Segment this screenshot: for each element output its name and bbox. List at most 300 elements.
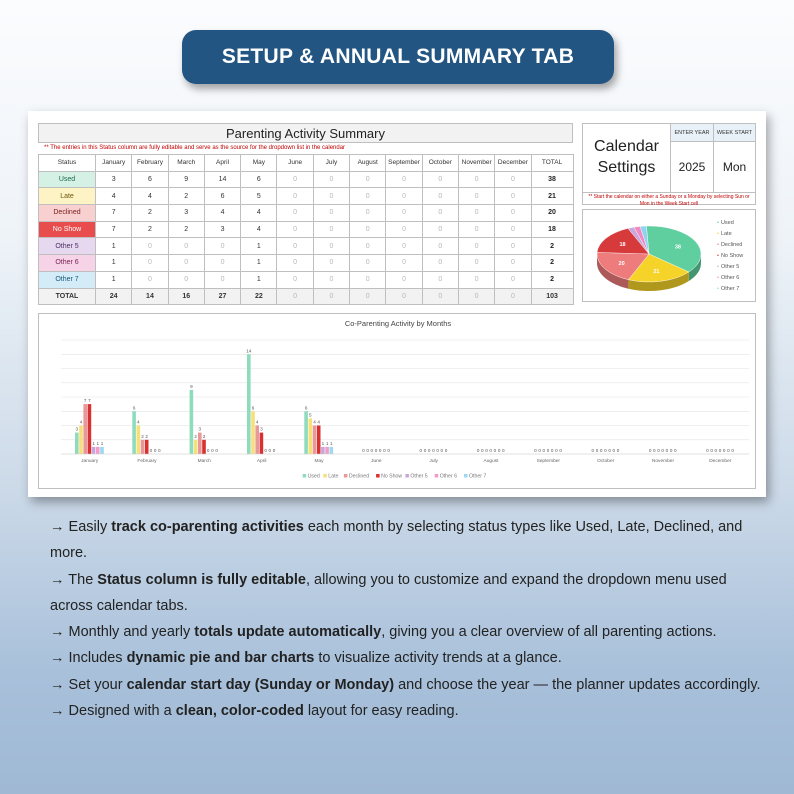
status-label[interactable]: Other 6 [39,255,96,272]
bar-data-label: 0 [419,448,423,453]
bar-data-label: 2 [194,433,197,439]
table-header-december: December [495,155,531,172]
table-cell: 0 [386,271,422,288]
totals-row [39,288,574,305]
table-cell: 4 [241,221,277,238]
bar-data-label: 3 [198,426,202,432]
month-total: 0 [350,288,386,305]
bar-other-6 [325,447,329,454]
bar-used [247,354,251,454]
bar-used [190,390,194,454]
bar-data-label: 0 [722,448,726,453]
bar-data-label: 0 [542,448,546,453]
table-cell: 0 [168,238,204,255]
bar-data-label: 6 [304,405,308,411]
bar-data-label: 0 [215,448,218,453]
table-cell: 2 [168,188,204,205]
bar-data-label: 0 [550,448,554,453]
pie-legend [717,218,743,295]
bar-used [132,411,136,454]
table-cell: 0 [422,205,458,222]
year-header: ENTER YEAR [671,124,714,142]
pie-data-label: 18 [619,242,626,249]
table-row [39,188,574,205]
month-total: 0 [386,288,422,305]
table-cell: 0 [132,271,168,288]
bar-data-label: 0 [387,448,390,453]
table-cell: 2 [132,221,168,238]
row-total: 20 [531,205,573,222]
bar-declined [198,433,202,454]
table-cell: 6 [204,188,240,205]
table-cell: 0 [132,238,168,255]
pie-legend-item: • Other 7 [717,286,740,292]
table-cell: 0 [422,171,458,188]
bar-data-label: 0 [710,448,713,453]
bar-legend-item: No Show [381,473,403,480]
table-cell: 1 [241,238,277,255]
bar-declined [141,440,145,454]
bar-data-label: 0 [485,448,488,453]
row-total: 2 [531,238,573,255]
bar-data-label: 0 [366,448,369,453]
table-cell: 6 [132,171,168,188]
table-cell: 0 [313,188,349,205]
table-cell: 6 [241,171,277,188]
bar-legend-item: Declined [348,473,370,480]
bar-data-label: 4 [79,419,83,425]
table-cell: 0 [350,221,386,238]
table-cell: 7 [96,205,132,222]
category-label: December [709,459,732,464]
feature-bullet: → Set your calendar start day (Sunday or Monday) and choose the year — the planner updates accordingly. [50,676,761,693]
table-cell: 2 [168,221,204,238]
bar-data-label: 0 [718,448,722,453]
bar-data-label: 0 [272,448,276,453]
bar-data-label: 6 [251,405,255,411]
table-header-july: July [313,155,349,172]
bar-data-label: 0 [153,448,157,453]
bar-data-label: 0 [427,448,431,453]
table-header-november: November [458,155,494,172]
bar-data-label: 0 [657,448,660,453]
bar-late [309,418,313,454]
table-cell: 0 [386,171,422,188]
bar-data-label: 0 [149,448,153,453]
bar-no-show [88,404,92,454]
month-total: 0 [495,288,531,305]
bar-no-show [260,433,264,454]
table-cell: 0 [495,205,531,222]
bar-data-label: 0 [616,448,620,453]
grand-total: 103 [531,288,573,305]
bar-data-label: 3 [75,426,79,432]
status-label[interactable]: No Show [39,221,96,238]
row-total: 18 [531,221,573,238]
table-cell: 0 [350,271,386,288]
table-cell: 0 [350,205,386,222]
table-cell: 1 [241,271,277,288]
table-row [39,271,574,288]
bar-data-label: 0 [264,448,267,453]
table-cell: 0 [204,238,240,255]
bar-other-7 [330,447,334,454]
bar-other-6 [96,447,100,454]
pie-legend-item: • Other 5 [717,264,740,270]
bar-used [75,433,79,454]
table-cell: 0 [495,271,531,288]
spreadsheet-preview [28,111,766,497]
bar-data-label: 0 [731,448,734,453]
table-cell: 0 [458,271,494,288]
legend-swatch [435,474,439,478]
bar-data-label: 0 [559,448,562,453]
banner-title: SETUP & ANNUAL SUMMARY TAB [182,30,614,84]
table-header-total: TOTAL [531,155,573,172]
category-label: September [536,459,561,464]
table-cell: 4 [96,188,132,205]
category-label: February [137,459,157,464]
bar-data-label: 9 [190,383,193,389]
bar-data-label: 0 [423,448,427,453]
bar-data-label: 4 [137,419,140,425]
bar-data-label: 0 [538,448,541,453]
table-cell: 0 [495,171,531,188]
table-cell: 0 [495,221,531,238]
table-cell: 0 [277,221,313,238]
table-cell: 0 [458,221,494,238]
bar-data-label: 0 [714,448,718,453]
bar-used [304,411,308,454]
bar-legend-item: Other 7 [469,473,487,480]
summary-title: Parenting Activity Summary [38,123,573,143]
table-header-august: August [350,155,386,172]
table-cell: 14 [204,171,240,188]
bar-no-show [202,440,206,454]
bar-data-label: 1 [330,440,333,446]
pie-legend-item: • No Show [717,253,744,259]
table-cell: 0 [277,271,313,288]
table-cell: 3 [204,221,240,238]
bar-data-label: 0 [674,448,677,453]
bar-no-show [317,426,321,455]
table-header-row [39,155,574,172]
month-total: 0 [277,288,313,305]
table-cell: 0 [422,271,458,288]
bar-data-label: 0 [706,448,709,453]
month-total: 22 [241,288,277,305]
table-cell: 1 [241,255,277,272]
month-total: 0 [422,288,458,305]
bar-data-label: 3 [260,426,263,432]
table-cell: 3 [168,205,204,222]
row-total: 38 [531,171,573,188]
feature-list [50,514,770,724]
bar-declined [313,426,317,455]
bar-data-label: 0 [374,448,378,453]
year-input[interactable]: 2025 [671,142,714,192]
table-cell: 0 [495,255,531,272]
month-total: 14 [132,288,168,305]
table-cell: 0 [386,221,422,238]
bar-data-label: 2 [202,433,206,439]
month-total: 16 [168,288,204,305]
bar-data-label: 0 [432,448,435,453]
table-cell: 0 [422,221,458,238]
table-cell: 0 [204,271,240,288]
bar-data-label: 5 [309,412,312,418]
bar-data-label: 0 [555,448,558,453]
table-cell: 0 [277,255,313,272]
bar-data-label: 1 [92,440,95,446]
table-cell: 0 [422,255,458,272]
table-header-may: May [241,155,277,172]
legend-swatch [303,474,307,478]
pie-legend-item: • Late [717,231,732,237]
table-cell: 0 [422,188,458,205]
table-cell: 0 [350,188,386,205]
pie-chart [582,209,756,302]
feature-bullet: → The Status column is fully editable, allowing you to customize and expand the dropdown menu used across calendar tabs. [50,571,727,614]
category-label: June [371,459,382,464]
bar-data-label: 0 [727,448,730,453]
legend-swatch [405,474,409,478]
bar-data-label: 7 [83,398,87,404]
bar-declined [83,404,87,454]
bar-data-label: 0 [436,448,439,453]
table-cell: 0 [386,255,422,272]
table-cell: 1 [96,255,132,272]
bar-data-label: 0 [378,448,382,453]
week-start-header: WEEK START [714,124,755,142]
bar-data-label: 0 [268,448,272,453]
bar-late [79,426,83,455]
bar-data-label: 6 [132,405,136,411]
table-cell: 0 [313,205,349,222]
table-header-february: February [132,155,168,172]
status-label[interactable]: Used [39,171,96,188]
table-cell: 3 [96,171,132,188]
pie-data-label: 38 [674,244,681,251]
table-header-june: June [277,155,313,172]
bar-data-label: 0 [591,448,595,453]
table-cell: 0 [458,255,494,272]
table-header-march: March [168,155,204,172]
legend-swatch [344,474,348,478]
table-cell: 0 [350,238,386,255]
bar-other-7 [100,447,104,454]
bar-legend-item: Used [307,473,320,480]
bar-data-label: 2 [141,433,144,439]
status-label[interactable]: Other 7 [39,271,96,288]
bar-data-label: 7 [88,398,91,404]
table-cell: 0 [277,188,313,205]
bar-data-label: 0 [362,448,365,453]
category-label: April [256,459,267,464]
table-row [39,221,574,238]
table-cell: 0 [458,171,494,188]
bar-data-label: 0 [546,448,550,453]
table-cell: 0 [350,171,386,188]
table-header-april: April [204,155,240,172]
table-cell: 0 [313,238,349,255]
table-cell: 0 [495,188,531,205]
pie-data-label: 21 [653,268,660,275]
table-cell: 0 [350,255,386,272]
bar-data-label: 14 [246,348,252,354]
table-cell: 5 [241,188,277,205]
bar-data-label: 0 [612,448,616,453]
totals-label: TOTAL [39,288,96,305]
table-row [39,205,574,222]
row-total: 2 [531,271,573,288]
table-cell: 0 [277,238,313,255]
bar-chart-plot [39,314,757,490]
bar-data-label: 0 [158,448,161,453]
bar-no-show [145,440,149,454]
table-cell: 0 [422,238,458,255]
bar-declined [255,426,259,455]
table-cell: 0 [386,205,422,222]
table-header-january: January [96,155,132,172]
bar-chart-title: Co-Parenting Activity by Months [344,319,452,328]
legend-swatch [376,474,380,478]
table-cell: 0 [204,255,240,272]
table-cell: 4 [204,205,240,222]
bar-data-label: 0 [206,448,210,453]
pie-chart-plot [583,210,717,303]
summary-table [38,154,574,305]
table-cell: 0 [495,238,531,255]
table-row [39,238,574,255]
bar-legend-item: Late [328,473,339,480]
table-cell: 1 [96,271,132,288]
status-label[interactable]: Declined [39,205,96,222]
category-label: January [81,459,99,464]
bar-data-label: 1 [321,440,325,446]
bar-data-label: 0 [534,448,537,453]
bar-data-label: 0 [476,448,480,453]
table-cell: 0 [168,255,204,272]
bar-data-label: 0 [502,448,505,453]
pie-legend-item: • Declined [717,242,743,248]
table-cell: 4 [241,205,277,222]
bar-data-label: 0 [211,448,214,453]
table-cell: 0 [458,188,494,205]
month-total: 0 [313,288,349,305]
feature-bullet: → Easily track co-parenting activities each month by selecting status types like Used, Late, Declined, and more. [50,519,743,562]
bar-legend-item: Other 5 [410,473,428,480]
bar-data-label: 0 [604,448,607,453]
legend-swatch [464,474,468,478]
table-cell: 0 [458,238,494,255]
table-cell: 0 [132,255,168,272]
bar-data-label: 0 [497,448,501,453]
month-total: 27 [204,288,240,305]
bar-data-label: 0 [608,448,611,453]
activity-summary [38,123,573,305]
table-cell: 9 [168,171,204,188]
bar-data-label: 0 [669,448,673,453]
bar-data-label: 1 [325,440,329,446]
bar-data-label: 0 [444,448,448,453]
bar-data-label: 0 [481,448,484,453]
status-label[interactable]: Late [39,188,96,205]
table-cell: 1 [96,238,132,255]
table-row [39,171,574,188]
table-cell: 0 [313,271,349,288]
bar-late [251,411,255,454]
row-total: 21 [531,188,573,205]
bar-late [137,426,141,455]
bar-data-label: 1 [96,440,100,446]
feature-bullet: → Monthly and yearly totals update automatically, giving you a clear overview of all parenting actions. [50,624,717,641]
bar-data-label: 0 [665,448,669,453]
calendar-settings [582,123,756,205]
bar-data-label: 0 [383,448,386,453]
table-cell: 0 [313,255,349,272]
month-total: 0 [458,288,494,305]
bar-data-label: 4 [255,419,259,425]
bar-data-label: 4 [313,419,316,425]
table-header-status: Status [39,155,96,172]
category-label: March [197,459,211,464]
pie-legend-item: • Used [717,220,734,226]
bar-data-label: 0 [489,448,492,453]
bar-data-label: 0 [493,448,497,453]
category-label: August [483,459,499,464]
feature-bullet: → Designed with a clean, color-coded layout for easy reading. [50,703,459,720]
table-cell: 0 [168,271,204,288]
table-header-september: September [386,155,422,172]
table-cell: 4 [132,188,168,205]
calendar-settings-title: Calendar Settings [583,124,671,192]
table-cell: 0 [277,171,313,188]
legend-swatch [323,474,327,478]
table-cell: 2 [132,205,168,222]
bar-data-label: 4 [317,419,320,425]
row-total: 2 [531,255,573,272]
status-label[interactable]: Other 5 [39,238,96,255]
bar-data-label: 0 [653,448,656,453]
bar-data-label: 2 [145,433,148,439]
pie-legend-item: • Other 6 [717,275,740,281]
table-cell: 0 [313,221,349,238]
category-label: November [651,459,675,464]
bar-data-label: 0 [440,448,444,453]
table-row [39,255,574,272]
category-label: May [314,459,324,464]
bar-other-5 [92,447,96,454]
table-cell: 0 [458,205,494,222]
bar-data-label: 1 [100,440,104,446]
bar-chart [38,313,756,489]
feature-bullet: → Includes dynamic pie and bar charts to visualize activity trends at a glance. [50,650,562,667]
table-cell: 0 [386,238,422,255]
table-cell: 7 [96,221,132,238]
category-label: October [597,459,615,464]
bar-legend-item: Other 6 [439,473,458,480]
bar-other-5 [321,447,325,454]
summary-note: ** The entries in this Status column are fully editable and serve as the source for the dropdown list in the calendar [44,145,346,151]
week-start-select[interactable]: Mon [722,160,747,174]
pie-data-label: 20 [618,261,625,268]
bar-data-label: 0 [595,448,599,453]
category-label: July [429,459,438,464]
bar-late [194,440,198,454]
bar-data-label: 0 [661,448,664,453]
month-total: 24 [96,288,132,305]
